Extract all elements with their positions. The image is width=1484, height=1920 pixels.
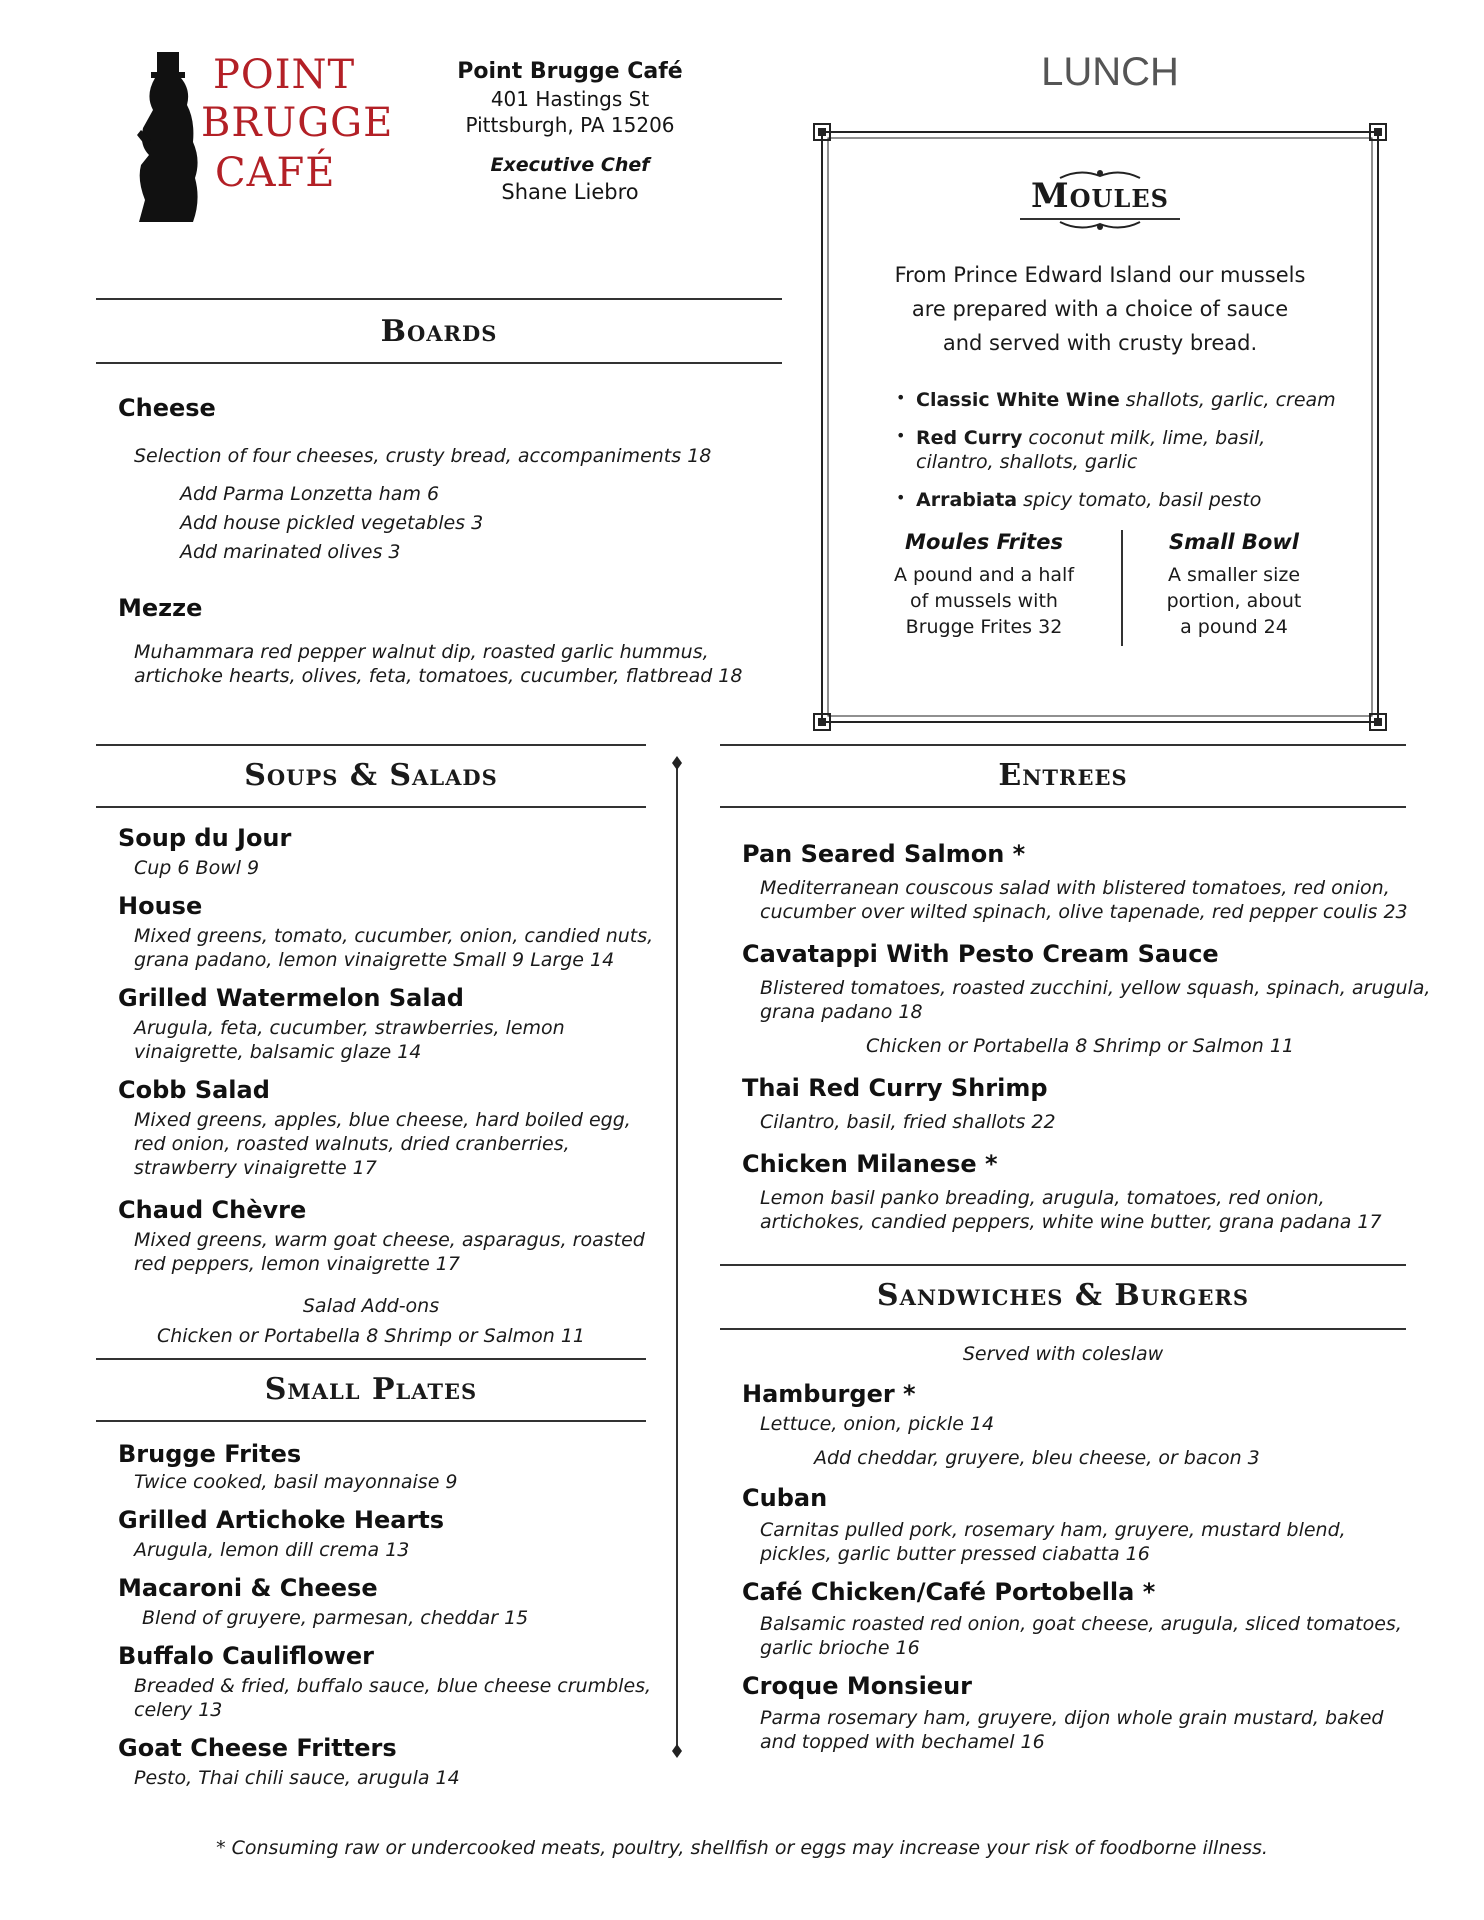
chaud-chevre-desc-1: Mixed greens, warm goat cheese, asparagus, roasted (134, 1229, 645, 1251)
options-divider (1121, 530, 1123, 646)
boards-heading: Boards (380, 314, 498, 349)
small-bowl-title: Small Bowl (1169, 530, 1299, 554)
artichoke-hearts-name: Grilled Artichoke Hearts (118, 1506, 445, 1534)
sauce-name: Red Curry (916, 427, 1023, 449)
chef-name: Shane Liebro (501, 180, 639, 204)
moules-box (812, 122, 1388, 732)
small-bowl-line2: portion, about (1166, 590, 1302, 612)
buffalo-cauliflower-desc-2: celery 13 (134, 1699, 223, 1721)
cavatappi-desc-2: grana padano 18 (760, 1001, 923, 1023)
small-bowl-line1: A smaller size (1167, 564, 1301, 586)
logo-line3: CAFÉ (215, 150, 336, 196)
mezze-desc-1: Muhammara red pepper walnut dip, roasted garlic hummus, (134, 641, 709, 663)
goat-cheese-fritters-desc: Pesto, Thai chili sauce, arugula 14 (134, 1767, 460, 1789)
hamburger-addons: Add cheddar, gruyere, bleu cheese, or bacon 3 (814, 1447, 1260, 1469)
moules-frites-line1: A pound and a half (893, 564, 1075, 586)
house-salad-desc-1: Mixed greens, tomato, cucumber, onion, candied nuts, (134, 925, 654, 947)
croque-monsieur-desc-1: Parma rosemary ham, gruyere, dijon whole grain mustard, baked (760, 1707, 1384, 1729)
entrees-rule-bottom (720, 806, 1406, 808)
buffalo-cauliflower-name: Buffalo Cauliflower (118, 1642, 374, 1670)
cavatappi-addons: Chicken or Portabella 8 Shrimp or Salmon 11 (866, 1035, 1295, 1057)
salmon-name: Pan Seared Salmon * (742, 840, 1026, 868)
column-divider (676, 762, 678, 1752)
soups-heading: Soups & Salads (244, 758, 498, 793)
address-line1: 401 Hastings St (490, 87, 650, 111)
bullet-icon: • (896, 426, 906, 445)
soups-rule-top (96, 744, 646, 746)
mac-cheese-name: Macaroni & Cheese (118, 1574, 378, 1602)
mezze-desc-2: artichoke hearts, olives, feta, tomatoes, cucumber, flatbread 18 (134, 665, 743, 687)
small-bowl-desc (1144, 562, 1324, 640)
cheese-addon-3: Add marinated olives 3 (180, 541, 401, 563)
moules-desc-3: and served with crusty bread. (942, 331, 1258, 355)
house-salad-desc-2: grana padano, lemon vinaigrette Small 9 Large 14 (134, 949, 615, 971)
cobb-salad-desc-2: red onion, roasted walnuts, dried cranberries, (134, 1133, 570, 1155)
cafe-chicken-desc-2: garlic brioche 16 (760, 1637, 920, 1659)
curry-shrimp-desc: Cilantro, basil, fried shallots 22 (760, 1111, 1056, 1133)
chicken-milanese-desc-1: Lemon basil panko breading, arugula, tomatoes, red onion, (760, 1187, 1325, 1209)
sauce-red-curry (896, 426, 1266, 474)
salmon-desc-1: Mediterranean couscous salad with blistered tomatoes, red onion, (760, 877, 1390, 899)
cheese-name: Cheese (118, 394, 216, 422)
watermelon-salad-desc-1: Arugula, feta, cucumber, strawberries, lemon (134, 1017, 565, 1039)
mezze-name: Mezze (118, 594, 203, 622)
hamburger-name: Hamburger * (742, 1380, 916, 1408)
cheese-desc: Selection of four cheeses, crusty bread, accompaniments 18 (134, 445, 712, 467)
divider-diamond-bottom-icon (670, 1744, 684, 1758)
moules-desc-2: are prepared with a choice of sauce (911, 297, 1289, 321)
cavatappi-desc-1: Blistered tomatoes, roasted zucchini, yellow squash, spinach, arugula, (760, 977, 1431, 999)
hamburger-desc: Lettuce, onion, pickle 14 (760, 1413, 995, 1435)
sauce-desc: spicy tomato, basil pesto (1023, 489, 1262, 511)
logo-line2: BRUGGE (201, 100, 394, 146)
sandwiches-heading: Sandwiches & Burgers (876, 1278, 1250, 1313)
goat-cheese-fritters-name: Goat Cheese Fritters (118, 1734, 397, 1762)
boards-rule-top (96, 298, 782, 300)
boards-rule-bottom (96, 362, 782, 364)
buffalo-cauliflower-desc-1: Breaded & fried, buffalo sauce, blue cheese crumbles, (134, 1675, 652, 1697)
mac-cheese-desc: Blend of gruyere, parmesan, cheddar 15 (142, 1607, 529, 1629)
croque-monsieur-name: Croque Monsieur (742, 1672, 973, 1700)
house-salad-name: House (118, 892, 203, 920)
cheese-addon-2: Add house pickled vegetables 3 (180, 512, 484, 534)
moules-frites-line3: Brugge Frites 32 (905, 616, 1063, 638)
sauce-name: Arrabiata (916, 489, 1018, 511)
restaurant-name: Point Brugge Café (457, 59, 683, 84)
chaud-chevre-desc-2: red peppers, lemon vinaigrette 17 (134, 1253, 460, 1275)
sauce-classic (896, 388, 1336, 412)
croque-monsieur-desc-2: and topped with bechamel 16 (760, 1731, 1045, 1753)
small-bowl-line3: a pound 24 (1180, 616, 1288, 638)
logo-line1: POINT (213, 52, 356, 98)
sauce-desc: coconut milk, lime, basil, (1028, 427, 1266, 449)
footer-disclaimer: * Consuming raw or undercooked meats, poultry, shellfish or eggs may increase your risk of foodborne illness. (216, 1837, 1268, 1859)
soup-du-jour-desc: Cup 6 Bowl 9 (134, 857, 260, 879)
sauce-arrabiata (896, 488, 1262, 512)
bullet-icon: • (896, 388, 906, 407)
soups-rule-bottom (96, 806, 646, 808)
cafe-chicken-desc-1: Balsamic roasted red onion, goat cheese, arugula, sliced tomatoes, (760, 1613, 1402, 1635)
moules-frites-line2: of mussels with (910, 590, 1058, 612)
small-plates-heading: Small Plates (264, 1372, 478, 1407)
ornament-bottom-icon (1055, 220, 1145, 234)
cobb-salad-desc-3: strawberry vinaigrette 17 (134, 1157, 377, 1179)
address-line2: Pittsburgh, PA 15206 (465, 113, 675, 137)
cobb-salad-name: Cobb Salad (118, 1076, 270, 1104)
restaurant-info (420, 58, 720, 206)
divider-diamond-top-icon (670, 756, 684, 770)
sauce-desc: shallots, garlic, cream (1125, 389, 1336, 411)
moules-desc-1: From Prince Edward Island our mussels (894, 263, 1306, 287)
cuban-desc-1: Carnitas pulled pork, rosemary ham, gruyere, mustard blend, (760, 1519, 1346, 1541)
salmon-desc-2: cucumber over wilted spinach, olive tapenade, red pepper coulis 23 (760, 901, 1408, 923)
chicken-milanese-name: Chicken Milanese * (742, 1150, 998, 1178)
bullet-icon: • (896, 488, 906, 507)
chicken-milanese-desc-2: artichokes, candied peppers, white wine butter, grana padana 17 (760, 1211, 1382, 1233)
soup-du-jour-name: Soup du Jour (118, 824, 292, 852)
cheese-addon-1: Add Parma Lonzetta ham 6 (180, 483, 440, 505)
chef-label: Executive Chef (490, 154, 650, 176)
cuban-name: Cuban (742, 1484, 828, 1512)
watermelon-salad-name: Grilled Watermelon Salad (118, 984, 464, 1012)
salad-addons-title: Salad Add-ons (302, 1295, 440, 1317)
sauce-desc-2: cilantro, shallots, garlic (916, 451, 1138, 473)
cafe-chicken-name: Café Chicken/Café Portobella * (742, 1578, 1156, 1606)
entrees-heading: Entrees (998, 758, 1128, 793)
meal-title: LUNCH (1041, 50, 1179, 94)
artichoke-hearts-desc: Arugula, lemon dill crema 13 (134, 1539, 410, 1561)
small-plates-rule-bottom (96, 1420, 646, 1422)
logo (135, 50, 394, 230)
moules-frites-desc (874, 562, 1094, 640)
entrees-rule-top (720, 744, 1406, 746)
moules-title: Moules (1031, 176, 1169, 216)
brugge-frites-name: Brugge Frites (118, 1440, 302, 1468)
small-plates-rule-top (96, 1358, 646, 1360)
watermelon-salad-desc-2: vinaigrette, balsamic glaze 14 (134, 1041, 422, 1063)
curry-shrimp-name: Thai Red Curry Shrimp (742, 1074, 1048, 1102)
sandwiches-subtitle: Served with coleslaw (962, 1343, 1164, 1365)
moules-frites-title: Moules Frites (905, 530, 1063, 554)
cobb-salad-desc-1: Mixed greens, apples, blue cheese, hard boiled egg, (134, 1109, 631, 1131)
sauce-name: Classic White Wine (916, 389, 1120, 411)
cavatappi-name: Cavatappi With Pesto Cream Sauce (742, 940, 1219, 968)
brugge-frites-desc: Twice cooked, basil mayonnaise 9 (134, 1471, 458, 1493)
sandwiches-rule-bottom (720, 1328, 1406, 1330)
cuban-desc-2: pickles, garlic butter pressed ciabatta 16 (760, 1543, 1150, 1565)
sandwiches-rule-top (720, 1264, 1406, 1266)
salad-addons: Chicken or Portabella 8 Shrimp or Salmon 11 (156, 1325, 586, 1347)
chaud-chevre-name: Chaud Chèvre (118, 1196, 307, 1224)
